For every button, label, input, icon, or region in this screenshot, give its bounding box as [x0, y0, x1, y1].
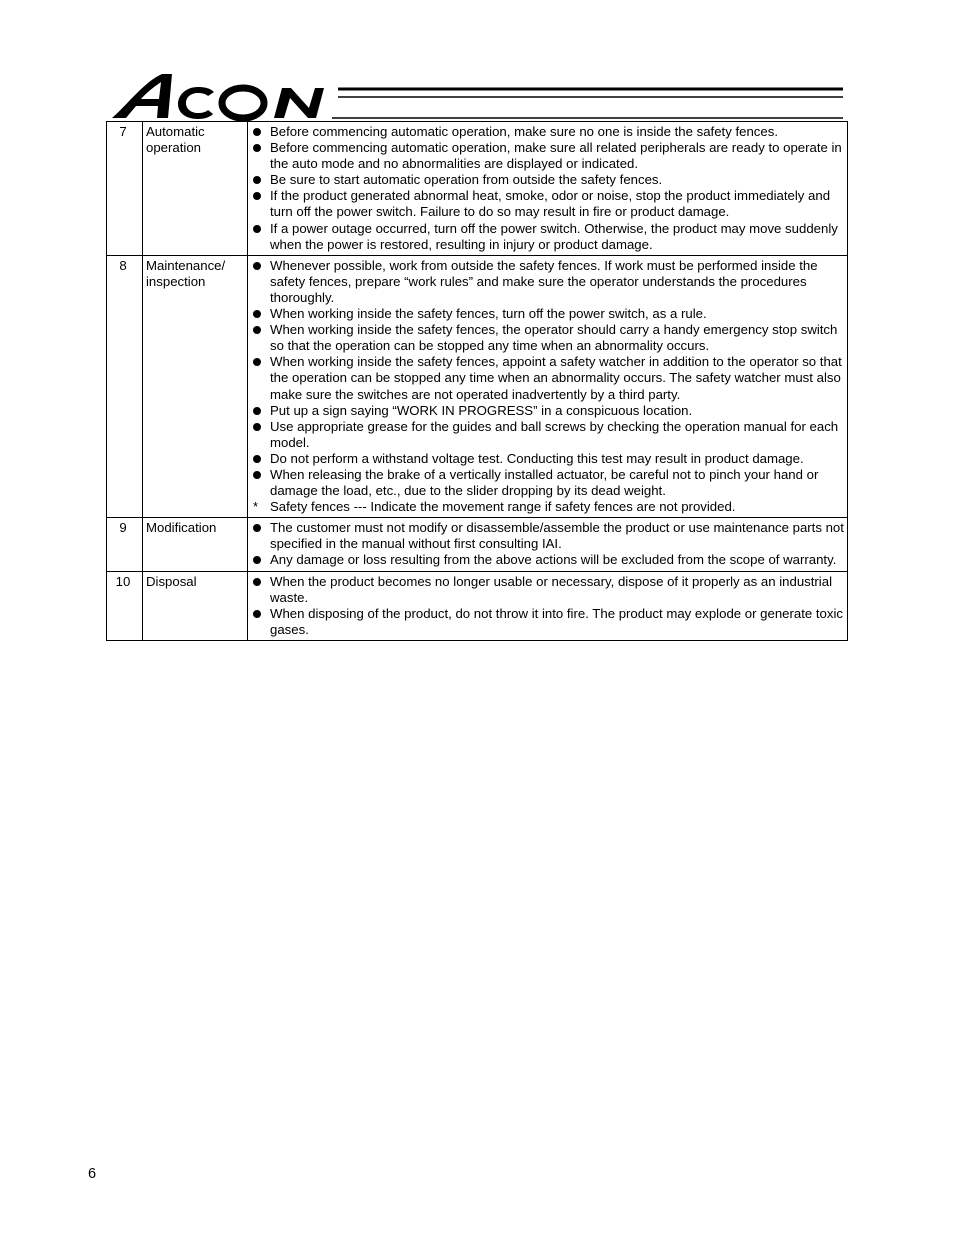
row-items — [248, 255, 848, 518]
asterisk-marker: * — [253, 499, 259, 515]
logo-letter-o — [222, 88, 264, 118]
bullet-icon — [253, 225, 261, 233]
list-item — [252, 306, 845, 322]
row-number: 8 — [107, 255, 143, 518]
list-item — [252, 499, 845, 515]
list-item — [252, 221, 845, 253]
precaution-text: When disposing of the product, do not throw it into fire. The product may explode or generate toxic gases. — [270, 605, 844, 637]
list-item — [252, 606, 845, 638]
precaution-list — [252, 574, 845, 638]
row-number: 9 — [107, 518, 143, 571]
list-item — [252, 574, 845, 606]
precaution-text: Be sure to start automatic operation from outside the safety fences. — [270, 172, 663, 188]
row-category: Disposal — [143, 571, 248, 640]
precaution-text: Do not perform a withstand voltage test. Conducting this test may result in product damage. — [270, 450, 804, 466]
bullet-icon — [253, 262, 261, 270]
list-item — [252, 403, 845, 419]
acon-logo — [110, 70, 845, 122]
row-number: 7 — [107, 122, 143, 256]
precaution-list — [252, 258, 845, 516]
list-item — [252, 419, 845, 451]
precaution-text: If a power outage occurred, turn off the power switch. Otherwise, the product may move suddenly when the power is restored, resulting in injury or product damage. — [270, 220, 838, 252]
bullet-icon — [253, 310, 261, 318]
precaution-text: When releasing the brake of a vertically installed actuator, be careful not to pinch your hand or damage the load, etc., due to the slider dropping by its dead weight. — [270, 466, 819, 499]
table-row — [107, 255, 848, 518]
bullet-icon — [253, 358, 261, 366]
table-row — [107, 122, 848, 256]
bullet-icon — [253, 524, 261, 532]
logo-graphic — [110, 70, 845, 122]
safety-precautions-table — [106, 121, 848, 641]
bullet-icon — [253, 326, 261, 334]
bullet-icon — [253, 455, 261, 463]
precaution-text: The customer must not modify or disassemble/assemble the product or use maintenance parts not specified in the manual without first consulting IAI. — [270, 520, 844, 552]
list-item — [252, 467, 845, 499]
list-item — [252, 354, 845, 402]
bullet-icon — [253, 556, 261, 564]
row-items — [248, 518, 848, 571]
list-item — [252, 140, 845, 172]
bullet-icon — [253, 610, 261, 618]
precaution-text: When working inside the safety fences, turn off the power switch, as a rule. — [270, 306, 707, 322]
row-number: 10 — [107, 571, 143, 640]
list-item — [252, 322, 845, 354]
logo-letter-a — [112, 74, 172, 118]
precaution-text: Put up a sign saying “WORK IN PROGRESS” in a conspicuous location. — [270, 402, 693, 418]
precaution-text: When working inside the safety fences, the operator should carry a handy emergency stop switch so that the operation can be stopped any time when an abnormality occurs. — [270, 322, 838, 354]
precaution-text: When the product becomes no longer usable or necessary, dispose of it properly as an industrial waste. — [270, 573, 833, 605]
page-number: 6 — [88, 1166, 97, 1182]
bullet-icon — [253, 471, 261, 479]
bullet-icon — [253, 176, 261, 184]
row-items — [248, 122, 848, 256]
row-category: Modification — [143, 518, 248, 571]
note-text: Safety fences --- Indicate the movement range if safety fences are not provided. — [270, 499, 736, 515]
precaution-text: Whenever possible, work from outside the safety fences. If work must be performed inside the safety fences, prepare “work rules” and make sure the operator understands the procedures thoroughly. — [270, 257, 818, 305]
precaution-text: Use appropriate grease for the guides and ball screws by checking the operation manual for each model. — [270, 418, 839, 450]
bullet-icon — [253, 578, 261, 586]
precaution-text: When working inside the safety fences, appoint a safety watcher in addition to the operator so that the operation can be stopped any time when an abnormality occurs. The safety watcher must also make sure the switches are not operated inadvertently by a third party. — [270, 354, 842, 402]
list-item — [252, 258, 845, 306]
bullet-icon — [253, 423, 261, 431]
row-category: Maintenance/ inspection — [143, 255, 248, 518]
precaution-text: Before commencing automatic operation, make sure all related peripherals are ready to operate in the auto mode and no abnormalities are displayed or indicated. — [270, 140, 842, 172]
precaution-text: If the product generated abnormal heat, smoke, odor or noise, stop the product immediately and turn off the power switch. Failure to do so may result in fire or product damage. — [270, 188, 831, 220]
bullet-icon — [253, 407, 261, 415]
list-item — [252, 172, 845, 188]
list-item — [252, 552, 845, 568]
table-row — [107, 571, 848, 640]
list-item — [252, 124, 845, 140]
logo-letter-n — [274, 88, 324, 118]
list-item — [252, 451, 845, 467]
precaution-list — [252, 520, 845, 568]
precaution-text: Before commencing automatic operation, make sure no one is inside the safety fences. — [270, 124, 778, 139]
list-item — [252, 520, 845, 552]
precaution-list — [252, 124, 845, 253]
bullet-icon — [253, 128, 261, 136]
list-item — [252, 188, 845, 220]
row-category: Automatic operation — [143, 122, 248, 256]
logo-letter-c — [178, 87, 214, 119]
table-row — [107, 518, 848, 571]
precaution-text: Any damage or loss resulting from the above actions will be excluded from the scope of warranty. — [270, 552, 837, 568]
bullet-icon — [253, 192, 261, 200]
bullet-icon — [253, 144, 261, 152]
row-items — [248, 571, 848, 640]
